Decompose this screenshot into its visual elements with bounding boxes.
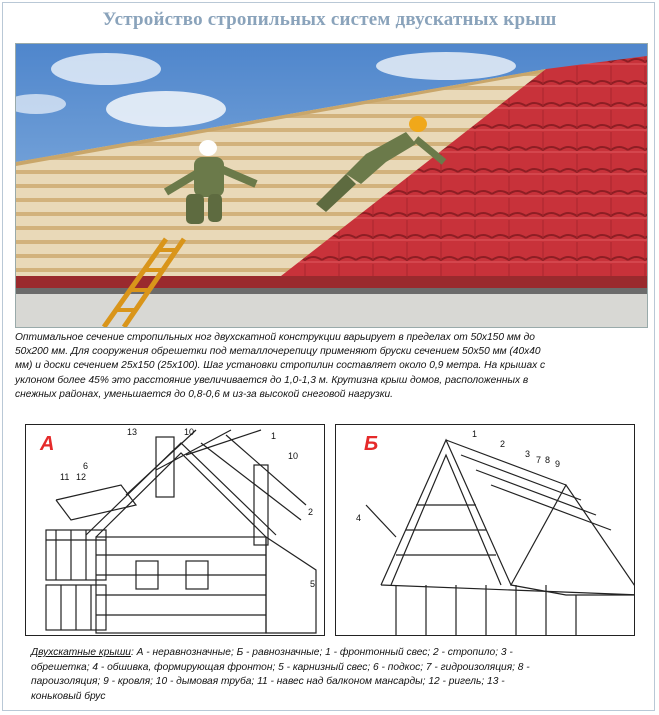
diagram-b-label-7: 7 [536, 455, 542, 465]
paragraph-line: снежных районах, уменьшается до 0,8-0,6 м из-за высокой снеговой нагрузки. [15, 388, 393, 400]
paragraph-line: мм) и доски сечением 25х150 (25х100). Шаг установки стропилин составляет около 0,9 метра. На крышах с [15, 360, 546, 372]
diagram-caption [31, 646, 641, 704]
caption-lead: Двухскатные крыши [31, 647, 131, 658]
roof-photo-illustration [16, 44, 647, 327]
caption-line: пароизоляция; 9 - кровля; 10 - дымовая труба; 11 - навес над балконом мансарды; 12 - ригель; 13 - [31, 676, 505, 688]
diagram-a-drawing [26, 425, 325, 636]
diagram-b-label-2: 2 [500, 439, 506, 449]
roof-photo [15, 43, 648, 328]
paragraph-line: Оптимальное сечение стропильных ног двухскатной конструкции варьирует в пределах от 50х150 мм до [15, 332, 535, 343]
diagram-a-label-10-right: 10 [288, 451, 299, 461]
diagram-a-label-12: 12 [76, 472, 87, 482]
diagram-a-letter: А [40, 433, 55, 455]
diagram-b-drawing [336, 425, 635, 636]
diagram-a-label-5: 5 [310, 579, 316, 589]
paragraph-line: уклоном более 45% это расстояние увеличивается до 1,0-1,3 м. Крутизна крыш домов, расположенных в [15, 374, 529, 386]
diagram-b-label-3: 3 [525, 449, 531, 459]
paragraph-line: 50х200 мм. Для сооружения обрешетки под металлочерепицу применяют бруски сечением 50х50 мм (40х40 [15, 346, 541, 358]
diagram-a-label-6: 6 [83, 461, 89, 471]
diagram-a-label-10-top: 10 [184, 427, 195, 437]
caption-line-text: : А - неравнозначные; Б - равнозначные; 1 - фронтонный свес; 2 - стропило; 3 - [130, 647, 513, 658]
diagram-b-label-1: 1 [472, 429, 478, 439]
page-title: Устройство стропильных систем двускатных крыш [102, 9, 557, 30]
page-frame [2, 2, 655, 711]
diagram-b [335, 424, 635, 636]
caption-line: коньковый брус [31, 690, 106, 702]
caption-line: обрешетка; 4 - обшивка, формирующая фронтон; 5 - карнизный свес; 6 - подкос; 7 - гидроизоляция; 8 - [31, 661, 530, 673]
diagram-b-label-8: 8 [545, 455, 551, 465]
caption-line [31, 646, 641, 661]
diagram-a-label-11: 11 [60, 472, 70, 482]
diagram-b-label-4: 4 [356, 513, 362, 523]
diagram-a [25, 424, 325, 636]
diagram-b-letter: Б [364, 433, 379, 455]
description-paragraph [15, 331, 647, 402]
diagram-a-label-13: 13 [127, 427, 138, 437]
diagram-a-label-1: 1 [271, 431, 277, 441]
diagram-a-label-2: 2 [308, 507, 314, 517]
diagram-b-label-9: 9 [555, 459, 561, 469]
